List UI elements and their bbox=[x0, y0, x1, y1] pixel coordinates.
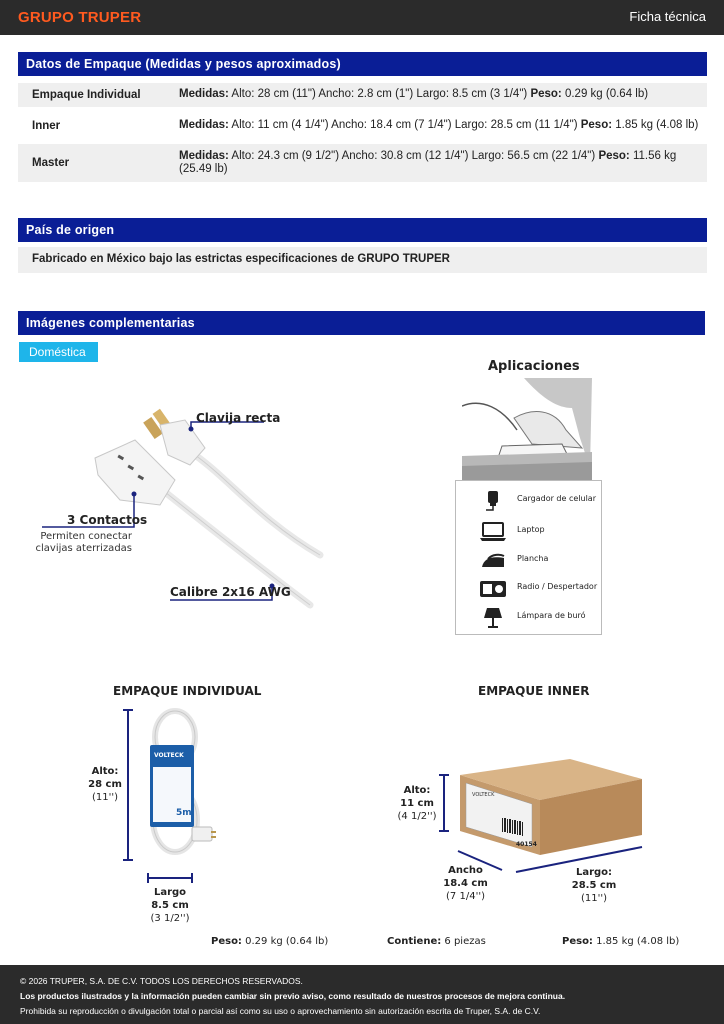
list-item bbox=[456, 576, 603, 604]
row-label: Inner bbox=[32, 119, 61, 132]
inner-ancho-dimension: Ancho 18.4 cm (7 1/4'') bbox=[443, 865, 488, 902]
application-label: Lámpara de buró bbox=[517, 611, 586, 620]
individual-weight: Peso: 0.29 kg (0.64 lb) bbox=[211, 936, 329, 947]
table-row bbox=[18, 144, 707, 182]
application-label: Cargador de celular bbox=[517, 494, 596, 503]
row-value: Medidas: Alto: 28 cm (11") Ancho: 2.8 cm (1") Largo: 8.5 cm (3 1/4") Peso: 0.29 kg (0.64 lb) bbox=[179, 88, 649, 101]
row-value: Medidas: Alto: 24.3 cm (9 1/2") Ancho: 30.8 cm (12 1/4") Largo: 56.5 cm (22 1/4") Peso: 11.56 kg (25.49 lb) bbox=[179, 149, 677, 175]
category-tag: Doméstica bbox=[19, 342, 98, 362]
sheet-title: Ficha técnica bbox=[629, 9, 706, 24]
inner-contents: Contiene: 6 piezas bbox=[387, 936, 486, 947]
inner-weight: Peso: 1.85 kg (4.08 lb) bbox=[562, 936, 680, 947]
row-label: Master bbox=[32, 157, 70, 169]
inner-largo-dimension: Largo: 28.5 cm (11'') bbox=[571, 867, 617, 904]
radio-icon bbox=[478, 578, 508, 600]
contacts-label: 3 Contactos bbox=[67, 513, 148, 527]
laptop-icon bbox=[478, 521, 508, 543]
list-item bbox=[456, 605, 603, 633]
box-code-text: 40154 bbox=[516, 841, 537, 848]
individual-largo-dimension: Largo 8.5 cm (3 1/2'') bbox=[150, 887, 190, 924]
individual-alto-dimension: Alto: 28 cm (11'') bbox=[88, 766, 122, 803]
application-label: Radio / Despertador bbox=[517, 582, 598, 591]
package-brand-text: VOLTECK bbox=[154, 752, 184, 759]
brand-logo: GRUPO TRUPER bbox=[18, 9, 142, 26]
origin-text: Fabricado en México bajo las estrictas especificaciones de GRUPO TRUPER bbox=[18, 247, 707, 273]
ironing-illustration bbox=[462, 378, 592, 480]
application-label: Plancha bbox=[517, 554, 549, 563]
applications-title: Aplicaciones bbox=[488, 359, 580, 374]
disclaimer-text: Los productos ilustrados y la información pueden cambiar sin previo aviso, como resultado de nuestros procesos de mejora continua. bbox=[20, 991, 566, 1001]
images-heading: Imágenes complementarias bbox=[18, 311, 705, 335]
box-brand-text: VOLTECK bbox=[472, 792, 495, 798]
row-label: Empaque Individual bbox=[32, 89, 141, 101]
top-bar bbox=[0, 0, 724, 35]
table-row bbox=[18, 107, 707, 144]
gauge-label: Calibre 2x16 AWG bbox=[170, 585, 291, 599]
table-row bbox=[18, 83, 707, 107]
phone-charger-icon bbox=[478, 490, 508, 512]
plug-label: Clavija recta bbox=[196, 411, 281, 425]
individual-package-illustration bbox=[120, 705, 230, 885]
prohibition-text: Prohibida su reproducción o divulgación total o parcial así como su uso o aprovechamiento sin autorización escrita de Truper, S.A. de C.V. bbox=[20, 1006, 541, 1016]
package-size-text: 5m bbox=[176, 808, 192, 818]
inner-package-title: EMPAQUE INNER bbox=[478, 684, 590, 698]
packaging-heading: Datos de Empaque (Medidas y pesos aproximados) bbox=[18, 52, 707, 76]
packaging-table bbox=[18, 83, 707, 182]
inner-alto-dimension: Alto: 11 cm (4 1/2'') bbox=[397, 785, 437, 822]
origin-heading: País de origen bbox=[18, 218, 707, 242]
list-item bbox=[456, 548, 603, 576]
contacts-note: Permiten conectar clavijas aterrizadas bbox=[35, 531, 132, 554]
list-item bbox=[456, 519, 603, 547]
list-item bbox=[456, 488, 603, 516]
applications-list bbox=[455, 480, 602, 635]
application-label: Laptop bbox=[517, 525, 545, 534]
lamp-icon bbox=[478, 607, 508, 629]
copyright-text: © 2026 TRUPER, S.A. DE C.V. TODOS LOS DERECHOS RESERVADOS. bbox=[20, 976, 303, 986]
iron-icon bbox=[478, 550, 508, 572]
footer bbox=[0, 965, 724, 1024]
individual-package-title: EMPAQUE INDIVIDUAL bbox=[113, 684, 262, 698]
row-value: Medidas: Alto: 11 cm (4 1/4") Ancho: 18.4 cm (7 1/4") Largo: 28.5 cm (11 1/4") Peso: 1.85 kg (4.08 lb) bbox=[179, 118, 699, 131]
